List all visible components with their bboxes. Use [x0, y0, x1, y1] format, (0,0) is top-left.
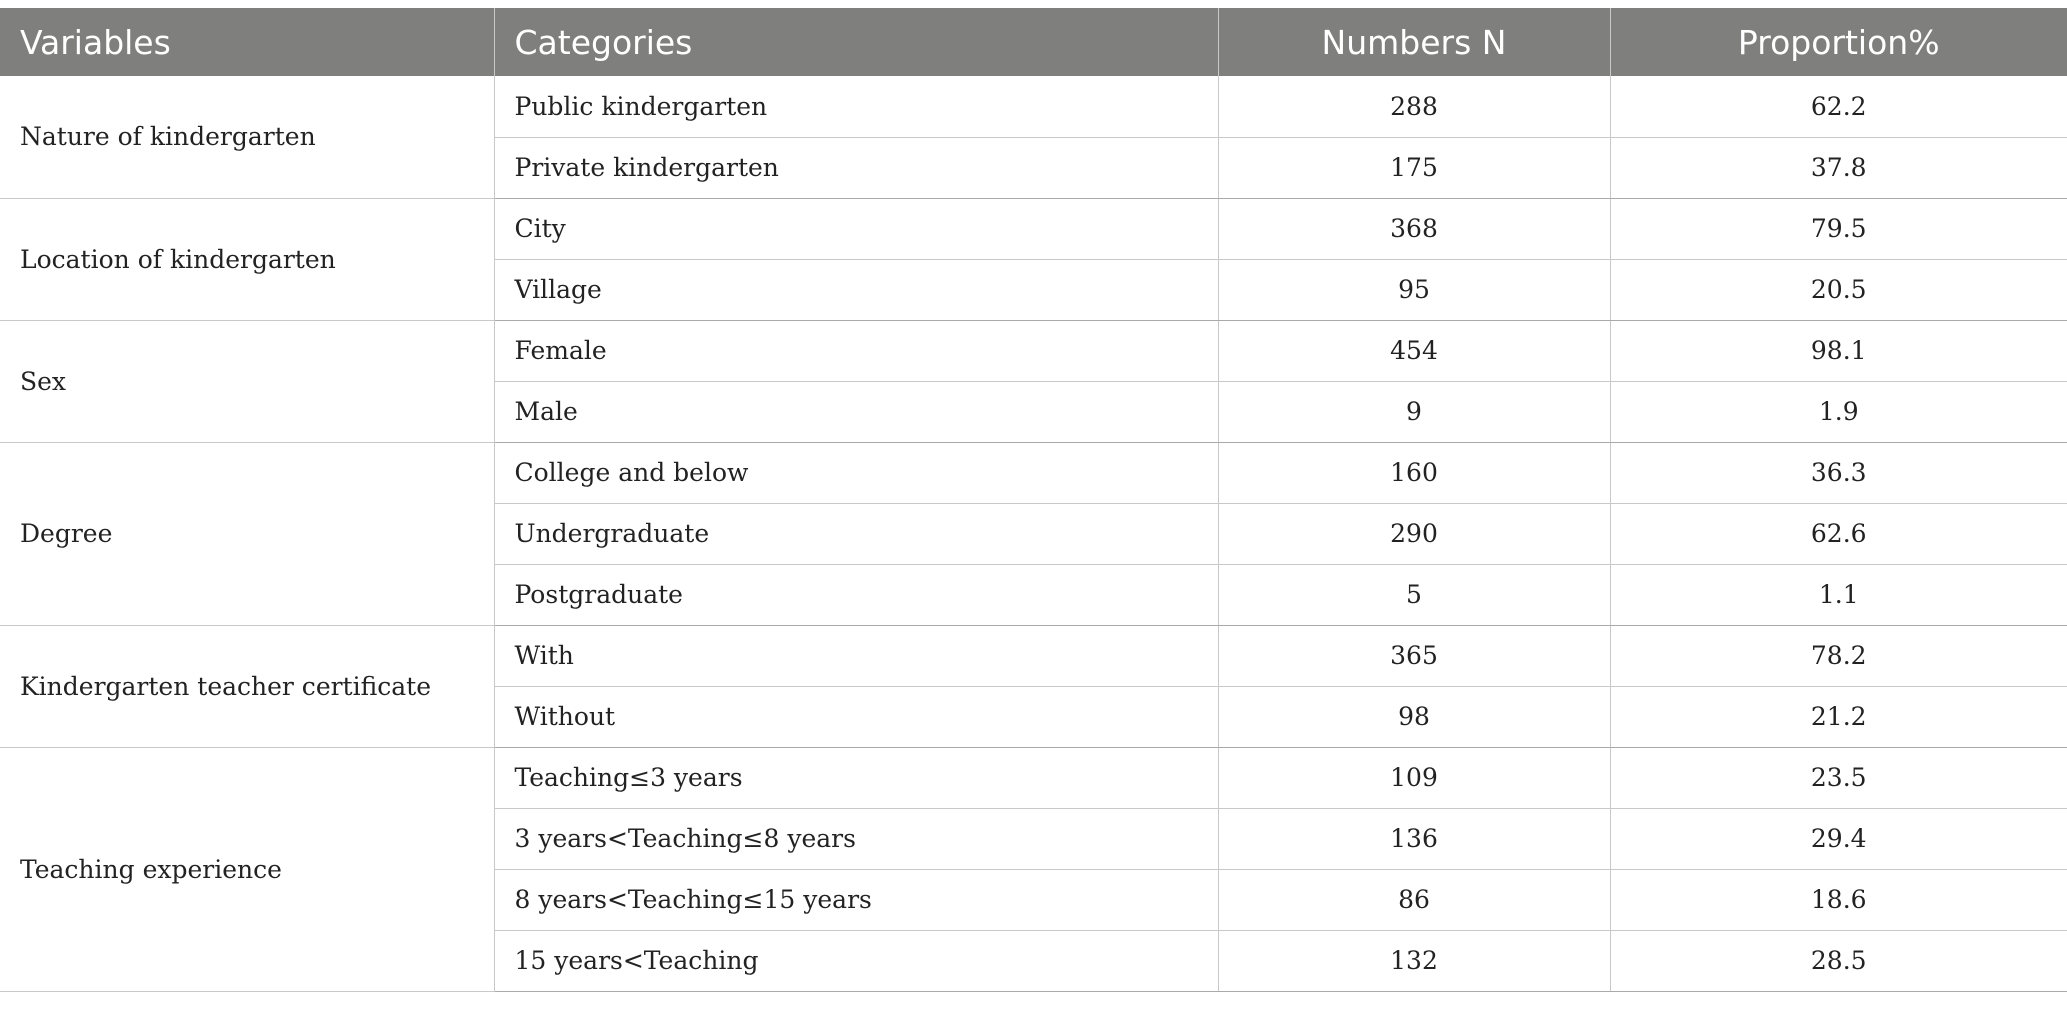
count-cell: 136: [1218, 808, 1610, 869]
variable-cell: Location of kindergarten: [0, 198, 494, 320]
category-cell: 15 years<Teaching: [494, 930, 1218, 991]
count-cell: 86: [1218, 869, 1610, 930]
header-categories: Categories: [494, 8, 1218, 76]
proportion-cell: 98.1: [1610, 320, 2067, 381]
category-cell: City: [494, 198, 1218, 259]
count-cell: 5: [1218, 564, 1610, 625]
category-cell: 3 years<Teaching≤8 years: [494, 808, 1218, 869]
count-cell: 160: [1218, 442, 1610, 503]
proportion-cell: 23.5: [1610, 747, 2067, 808]
variable-cell: Nature of kindergarten: [0, 76, 494, 198]
category-cell: Postgraduate: [494, 564, 1218, 625]
count-cell: 288: [1218, 76, 1610, 137]
table-row: [0, 198, 2067, 259]
count-cell: 109: [1218, 747, 1610, 808]
count-cell: 290: [1218, 503, 1610, 564]
table-row: [0, 442, 2067, 503]
proportion-cell: 29.4: [1610, 808, 2067, 869]
proportion-cell: 37.8: [1610, 137, 2067, 198]
proportion-cell: 36.3: [1610, 442, 2067, 503]
variable-cell: Degree: [0, 442, 494, 625]
proportion-cell: 62.2: [1610, 76, 2067, 137]
count-cell: 132: [1218, 930, 1610, 991]
proportion-cell: 1.1: [1610, 564, 2067, 625]
proportion-cell: 21.2: [1610, 686, 2067, 747]
category-cell: Without: [494, 686, 1218, 747]
count-cell: 454: [1218, 320, 1610, 381]
table-body: [0, 76, 2067, 991]
header-proportion: Proportion%: [1610, 8, 2067, 76]
variable-cell: Sex: [0, 320, 494, 442]
variable-cell: Kindergarten teacher certificate: [0, 625, 494, 747]
header-variables: Variables: [0, 8, 494, 76]
proportion-cell: 78.2: [1610, 625, 2067, 686]
count-cell: 368: [1218, 198, 1610, 259]
demographics-table: [0, 8, 2067, 992]
category-cell: With: [494, 625, 1218, 686]
demographics-table-container: [0, 8, 2067, 992]
header-numbers: Numbers N: [1218, 8, 1610, 76]
count-cell: 98: [1218, 686, 1610, 747]
category-cell: College and below: [494, 442, 1218, 503]
count-cell: 9: [1218, 381, 1610, 442]
table-header: [0, 8, 2067, 76]
proportion-cell: 1.9: [1610, 381, 2067, 442]
header-row: [0, 8, 2067, 76]
category-cell: Private kindergarten: [494, 137, 1218, 198]
proportion-cell: 20.5: [1610, 259, 2067, 320]
proportion-cell: 79.5: [1610, 198, 2067, 259]
category-cell: Village: [494, 259, 1218, 320]
category-cell: Male: [494, 381, 1218, 442]
table-row: [0, 76, 2067, 137]
variable-cell: Teaching experience: [0, 747, 494, 991]
table-row: [0, 320, 2067, 381]
proportion-cell: 18.6: [1610, 869, 2067, 930]
count-cell: 95: [1218, 259, 1610, 320]
table-row: [0, 747, 2067, 808]
count-cell: 175: [1218, 137, 1610, 198]
count-cell: 365: [1218, 625, 1610, 686]
proportion-cell: 28.5: [1610, 930, 2067, 991]
table-row: [0, 625, 2067, 686]
category-cell: Teaching≤3 years: [494, 747, 1218, 808]
proportion-cell: 62.6: [1610, 503, 2067, 564]
category-cell: Public kindergarten: [494, 76, 1218, 137]
category-cell: 8 years<Teaching≤15 years: [494, 869, 1218, 930]
category-cell: Female: [494, 320, 1218, 381]
category-cell: Undergraduate: [494, 503, 1218, 564]
